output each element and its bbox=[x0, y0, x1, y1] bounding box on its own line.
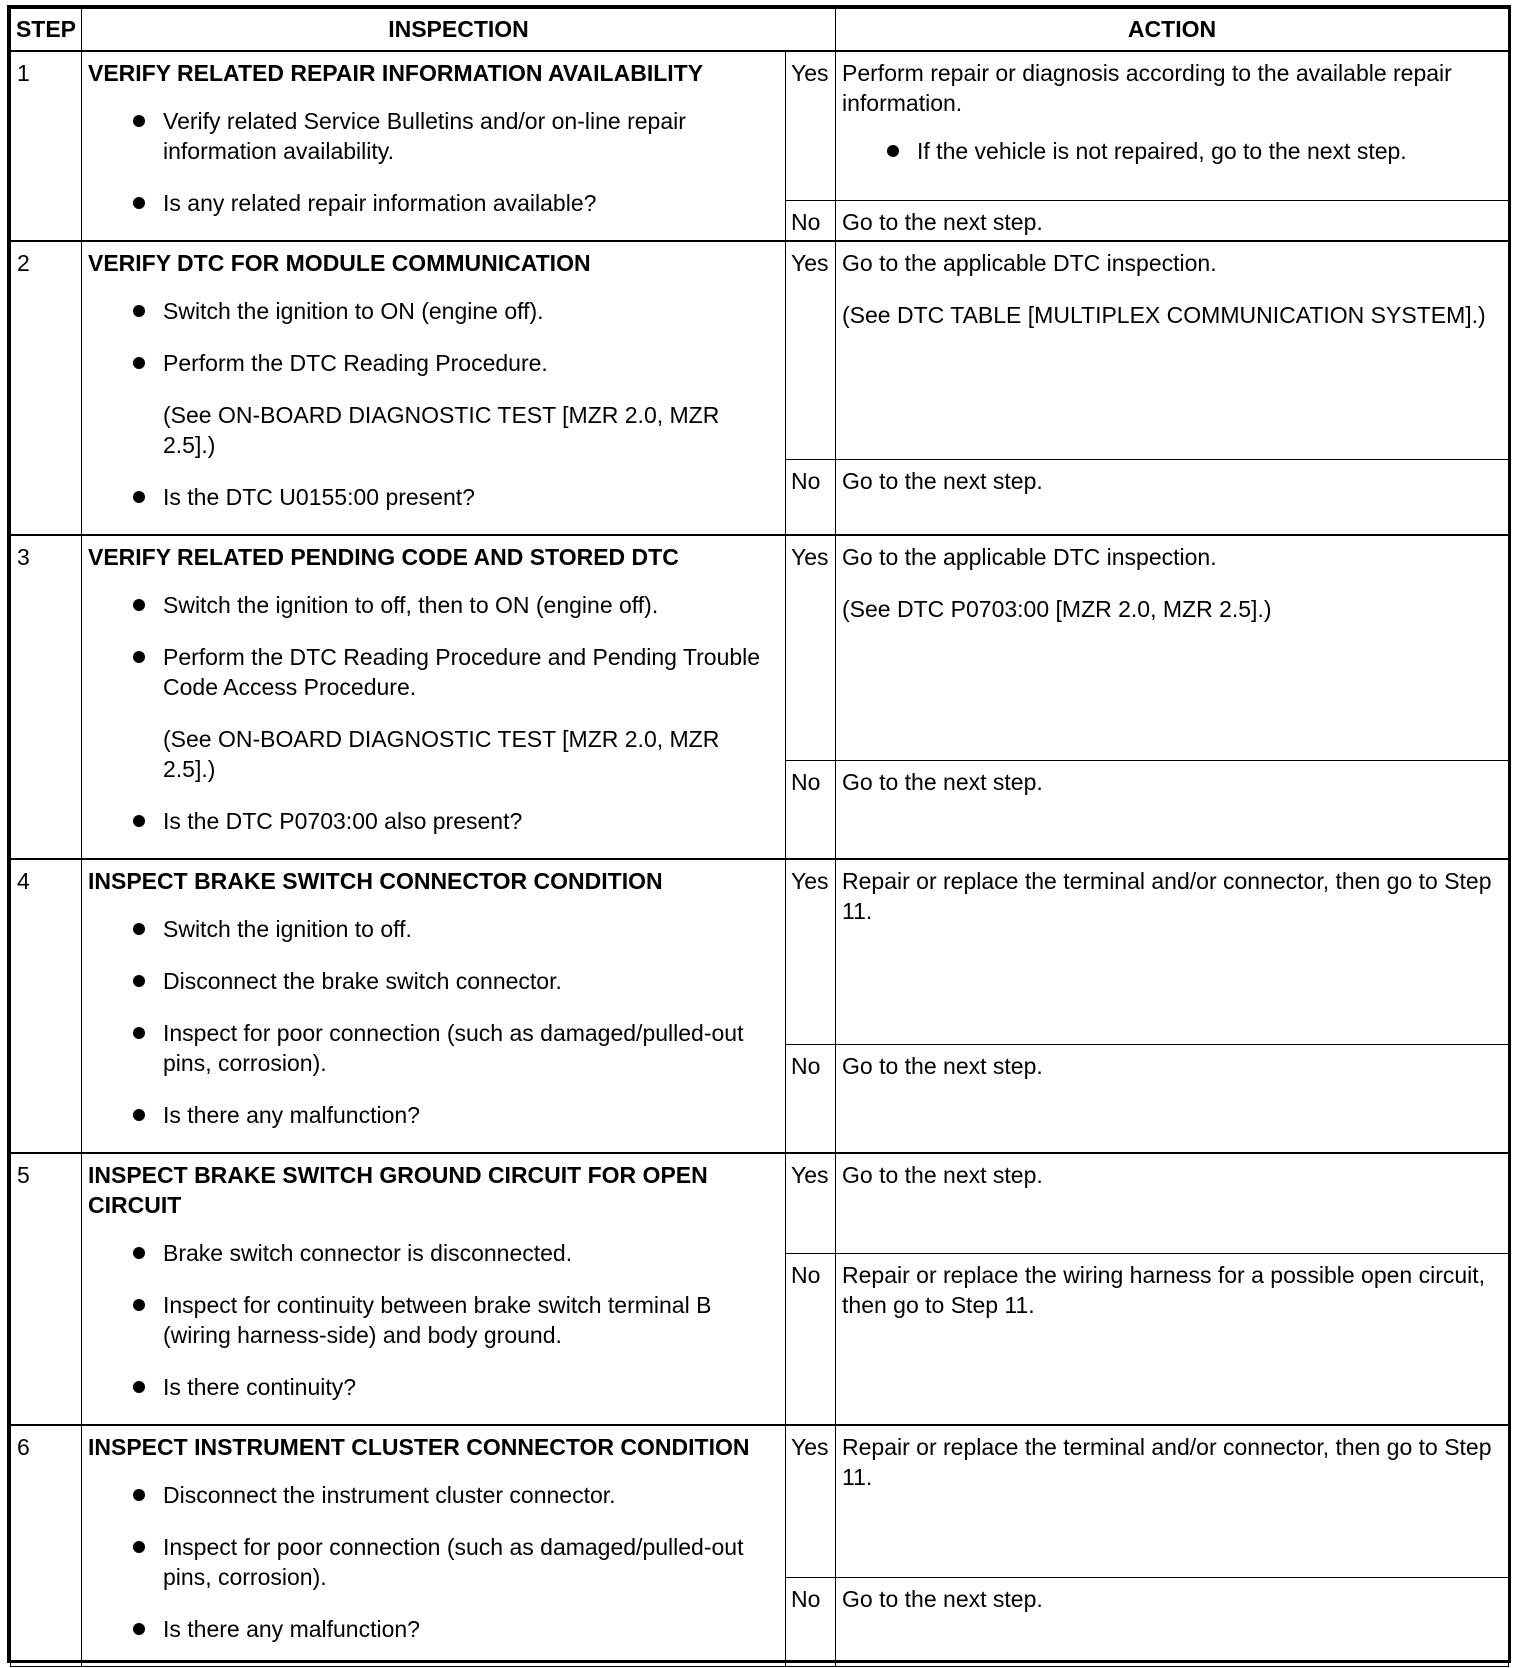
yes-action: Go to the next step. bbox=[836, 1153, 1509, 1254]
inspection-cell bbox=[82, 1425, 786, 1667]
yes-action-text: Go to the applicable DTC inspection. bbox=[842, 543, 1217, 570]
inspection-item: Is any related repair information available? bbox=[88, 188, 779, 218]
yes-label: Yes bbox=[786, 859, 836, 1045]
header-inspection: INSPECTION bbox=[82, 9, 836, 51]
yes-action bbox=[836, 241, 1509, 460]
inspection-items bbox=[88, 914, 779, 1130]
diagnostic-procedure-table bbox=[10, 8, 1509, 1667]
yes-label: Yes bbox=[786, 1425, 836, 1578]
inspection-item: Is there any malfunction? bbox=[88, 1100, 779, 1130]
table-header-row bbox=[11, 9, 1509, 51]
inspection-cell bbox=[82, 535, 786, 859]
inspection-item: Perform the DTC Reading Procedure. bbox=[88, 348, 779, 378]
no-label: No bbox=[786, 200, 836, 240]
no-label: No bbox=[786, 1045, 836, 1153]
yes-action-items bbox=[842, 136, 1502, 166]
yes-action: Repair or replace the terminal and/or connector, then go to Step 11. bbox=[836, 1425, 1509, 1578]
yes-action bbox=[836, 51, 1509, 201]
table-row bbox=[11, 241, 1509, 460]
inspection-cell bbox=[82, 241, 786, 535]
yes-action bbox=[836, 535, 1509, 761]
table-row bbox=[11, 859, 1509, 1045]
inspection-cell bbox=[82, 51, 786, 241]
inspection-items bbox=[88, 106, 779, 218]
inspection-item: Inspect for continuity between brake switch terminal B (wiring harness-side) and body ground. bbox=[88, 1290, 779, 1350]
step-number: 6 bbox=[11, 1425, 82, 1667]
step-number: 2 bbox=[11, 241, 82, 535]
yes-action-reference: (See DTC TABLE [MULTIPLEX COMMUNICATION SYSTEM].) bbox=[842, 301, 1486, 328]
no-label: No bbox=[786, 1254, 836, 1425]
inspection-item: Is there any malfunction? bbox=[88, 1614, 779, 1644]
inspection-item: Inspect for poor connection (such as damaged/pulled-out pins, corrosion). bbox=[88, 1532, 779, 1592]
inspection-title: VERIFY RELATED REPAIR INFORMATION AVAILABILITY bbox=[88, 59, 704, 86]
inspection-title: VERIFY RELATED PENDING CODE AND STORED DTC bbox=[88, 543, 679, 570]
inspection-items bbox=[88, 1480, 779, 1644]
header-step: STEP bbox=[11, 9, 82, 51]
no-action: Go to the next step. bbox=[836, 1045, 1509, 1153]
inspection-title: INSPECT BRAKE SWITCH GROUND CIRCUIT FOR OPEN CIRCUIT bbox=[88, 1161, 708, 1218]
inspection-item: Switch the ignition to off. bbox=[88, 914, 779, 944]
header-action: ACTION bbox=[836, 9, 1509, 51]
yes-label: Yes bbox=[786, 535, 836, 761]
table-row bbox=[11, 535, 1509, 761]
yes-label: Yes bbox=[786, 51, 836, 201]
table-row bbox=[11, 51, 1509, 201]
yes-action-reference: (See DTC P0703:00 [MZR 2.0, MZR 2.5].) bbox=[842, 595, 1272, 622]
yes-action-text: Go to the applicable DTC inspection. bbox=[842, 249, 1217, 276]
inspection-item: Switch the ignition to off, then to ON (engine off). bbox=[88, 590, 779, 620]
inspection-item: Disconnect the brake switch connector. bbox=[88, 966, 779, 996]
yes-action-text: Perform repair or diagnosis according to the available repair information. bbox=[842, 59, 1452, 116]
step-number: 3 bbox=[11, 535, 82, 859]
table-row bbox=[11, 1425, 1509, 1578]
inspection-item: Verify related Service Bulletins and/or on-line repair information availability. bbox=[88, 106, 779, 166]
inspection-cell bbox=[82, 859, 786, 1153]
no-label: No bbox=[786, 1577, 836, 1666]
no-label: No bbox=[786, 760, 836, 858]
no-action: Go to the next step. bbox=[836, 1577, 1509, 1666]
no-label: No bbox=[786, 460, 836, 535]
inspection-items bbox=[88, 1238, 779, 1402]
diagnostic-procedure-sheet bbox=[7, 5, 1511, 1663]
inspection-note: (See ON-BOARD DIAGNOSTIC TEST [MZR 2.0, MZR 2.5].) bbox=[163, 401, 720, 458]
yes-action-item: If the vehicle is not repaired, go to the next step. bbox=[842, 136, 1502, 166]
inspection-item: Switch the ignition to ON (engine off). bbox=[88, 296, 779, 326]
inspection-title: INSPECT INSTRUMENT CLUSTER CONNECTOR CONDITION bbox=[88, 1433, 750, 1460]
yes-label: Yes bbox=[786, 241, 836, 460]
step-number: 5 bbox=[11, 1153, 82, 1425]
no-action: Go to the next step. bbox=[836, 760, 1509, 858]
inspection-note: (See ON-BOARD DIAGNOSTIC TEST [MZR 2.0, MZR 2.5].) bbox=[163, 725, 720, 782]
table-row bbox=[11, 1153, 1509, 1254]
step-number: 1 bbox=[11, 51, 82, 241]
no-action: Go to the next step. bbox=[836, 460, 1509, 535]
inspection-item: Is the DTC P0703:00 also present? bbox=[88, 806, 779, 836]
inspection-items bbox=[88, 590, 779, 836]
inspection-item: Inspect for poor connection (such as damaged/pulled-out pins, corrosion). bbox=[88, 1018, 779, 1078]
inspection-item: Is the DTC U0155:00 present? bbox=[88, 482, 779, 512]
yes-label: Yes bbox=[786, 1153, 836, 1254]
no-action: Go to the next step. bbox=[836, 200, 1509, 240]
inspection-items bbox=[88, 296, 779, 512]
inspection-title: INSPECT BRAKE SWITCH CONNECTOR CONDITION bbox=[88, 867, 663, 894]
inspection-title: VERIFY DTC FOR MODULE COMMUNICATION bbox=[88, 249, 591, 276]
inspection-item: Perform the DTC Reading Procedure and Pending Trouble Code Access Procedure. bbox=[88, 642, 779, 702]
inspection-item: Brake switch connector is disconnected. bbox=[88, 1238, 779, 1268]
step-number: 4 bbox=[11, 859, 82, 1153]
inspection-item: Disconnect the instrument cluster connector. bbox=[88, 1480, 779, 1510]
inspection-item: Is there continuity? bbox=[88, 1372, 779, 1402]
yes-action: Repair or replace the terminal and/or connector, then go to Step 11. bbox=[836, 859, 1509, 1045]
no-action: Repair or replace the wiring harness for a possible open circuit, then go to Step 11. bbox=[836, 1254, 1509, 1425]
inspection-cell bbox=[82, 1153, 786, 1425]
